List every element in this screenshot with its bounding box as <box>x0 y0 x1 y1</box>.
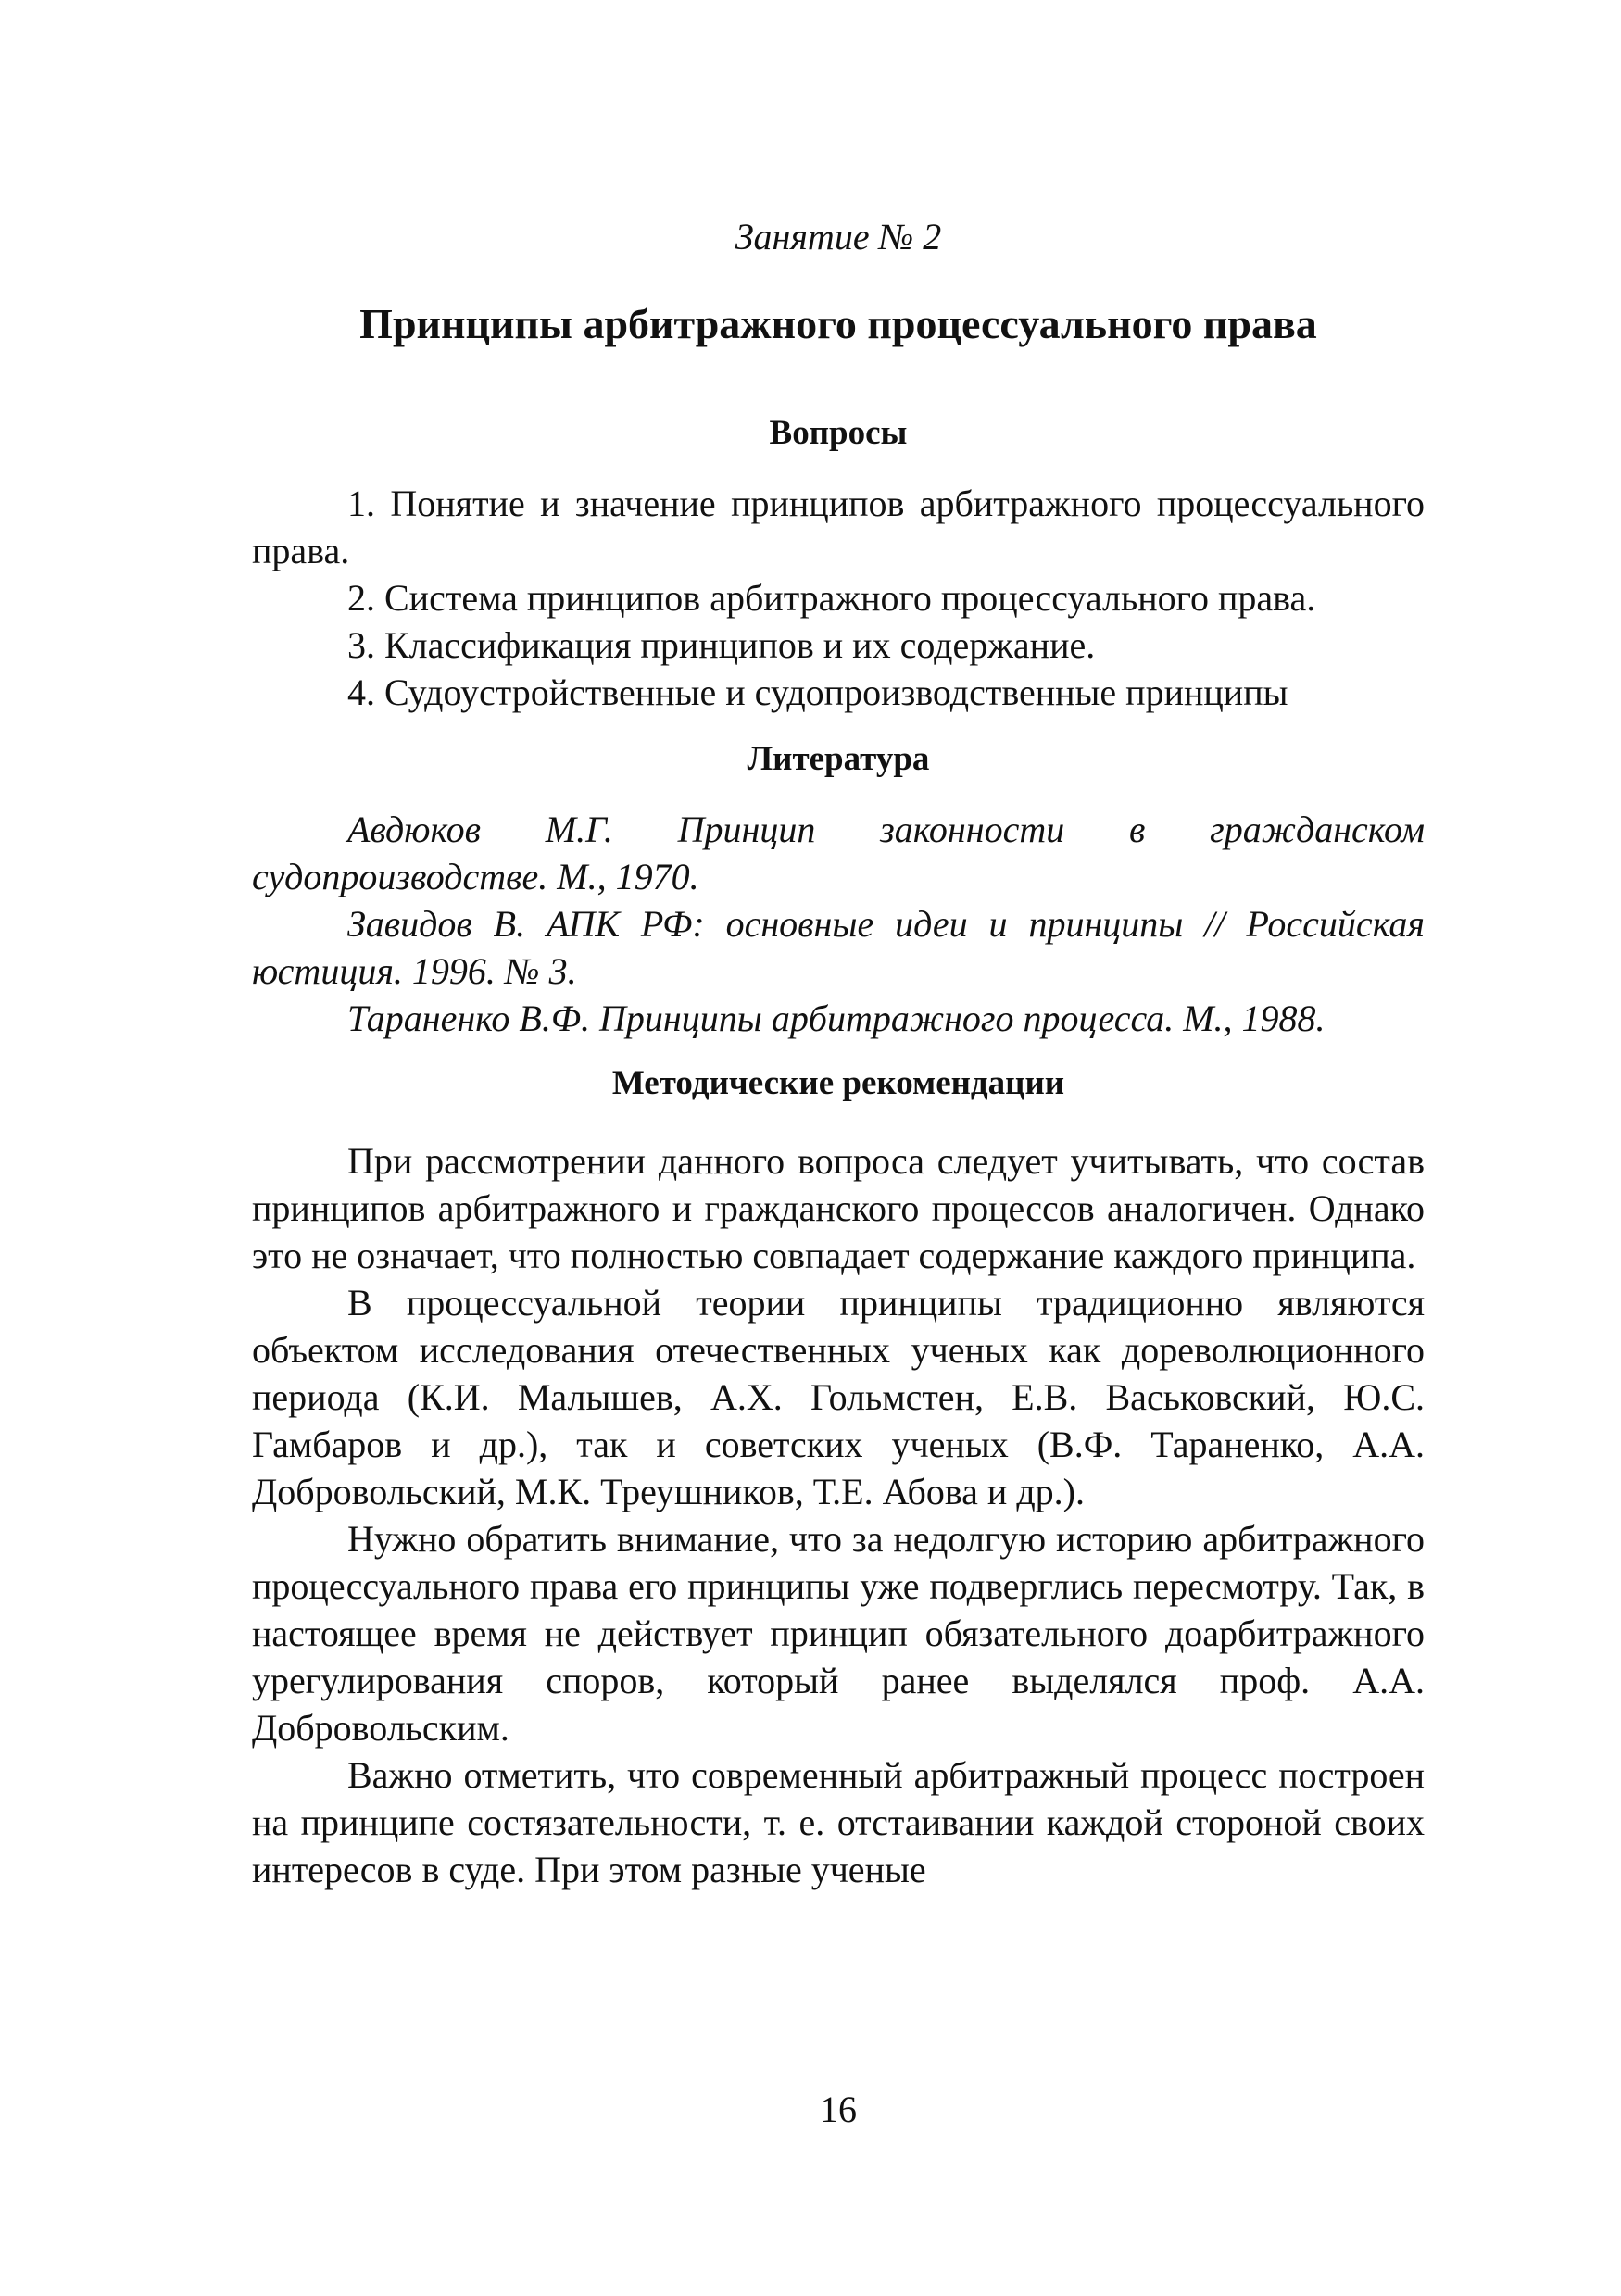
question-item: 2. Система принципов арбитражного процессуального права. <box>347 577 1316 619</box>
document-page <box>252 0 1425 2296</box>
session-label: Занятие № 2 <box>735 216 942 257</box>
recommendation-paragraph: При рассмотрении данного вопроса следует учитывать, что состав принципов арбитражного и гражданского процессов аналогичен. Однако это не означает, что полностью совпадает содержание каждого принципа. <box>252 1140 1425 1276</box>
literature-list <box>252 806 1425 1042</box>
literature-item: Завидов В. АПК РФ: основные идеи и принципы // Российская юстиция. 1996. № 3. <box>252 903 1425 992</box>
page-title: Принципы арбитражного процессуального права <box>359 300 1317 347</box>
recommendations-heading: Методические рекомендации <box>611 1064 1065 1102</box>
literature-item: Тараненко В.Ф. Принципы арбитражного процесса. М., 1988. <box>347 997 1326 1039</box>
recommendations-text <box>252 1137 1425 1893</box>
recommendation-paragraph: Важно отметить, что современный арбитражный процесс построен на принципе состязательности, т. е. отстаивании каждой стороной своих интересов в суде. При этом разные ученые <box>252 1754 1425 1890</box>
question-item: 1. Понятие и значение принципов арбитражного процессуального права. <box>252 483 1425 571</box>
recommendation-paragraph: Нужно обратить внимание, что за недолгую историю арбитражного процессуального права его принципы уже подверглись пересмотру. Так, в настоящее время не действует принцип обязательного доарбитражного урегулирования споров, который ранее выделялся проф. А.А. Добровольским. <box>252 1518 1425 1749</box>
question-item: 3. Классификация принципов и их содержание. <box>347 624 1096 666</box>
page-number: 16 <box>820 2089 857 2130</box>
question-item: 4. Судоустройственные и судопроизводственные принципы <box>347 671 1288 713</box>
literature-heading: Литература <box>747 740 930 778</box>
recommendation-paragraph: В процессуальной теории принципы традиционно являются объектом исследования отечественных ученых как дореволюционного периода (К.И. Малышев, А.Х. Гольмстен, Е.В. Васьковский, Ю.С. Гамбаров и др.), так и советских ученых (В.Ф. Тараненко, А.А. Добровольский, М.К. Треушников, Т.Е. Абова и др.). <box>252 1282 1425 1512</box>
questions-heading: Вопросы <box>769 414 908 452</box>
literature-item: Авдюков М.Г. Принцип законности в гражданском судопроизводстве. М., 1970. <box>252 809 1425 897</box>
questions-list <box>252 480 1425 716</box>
